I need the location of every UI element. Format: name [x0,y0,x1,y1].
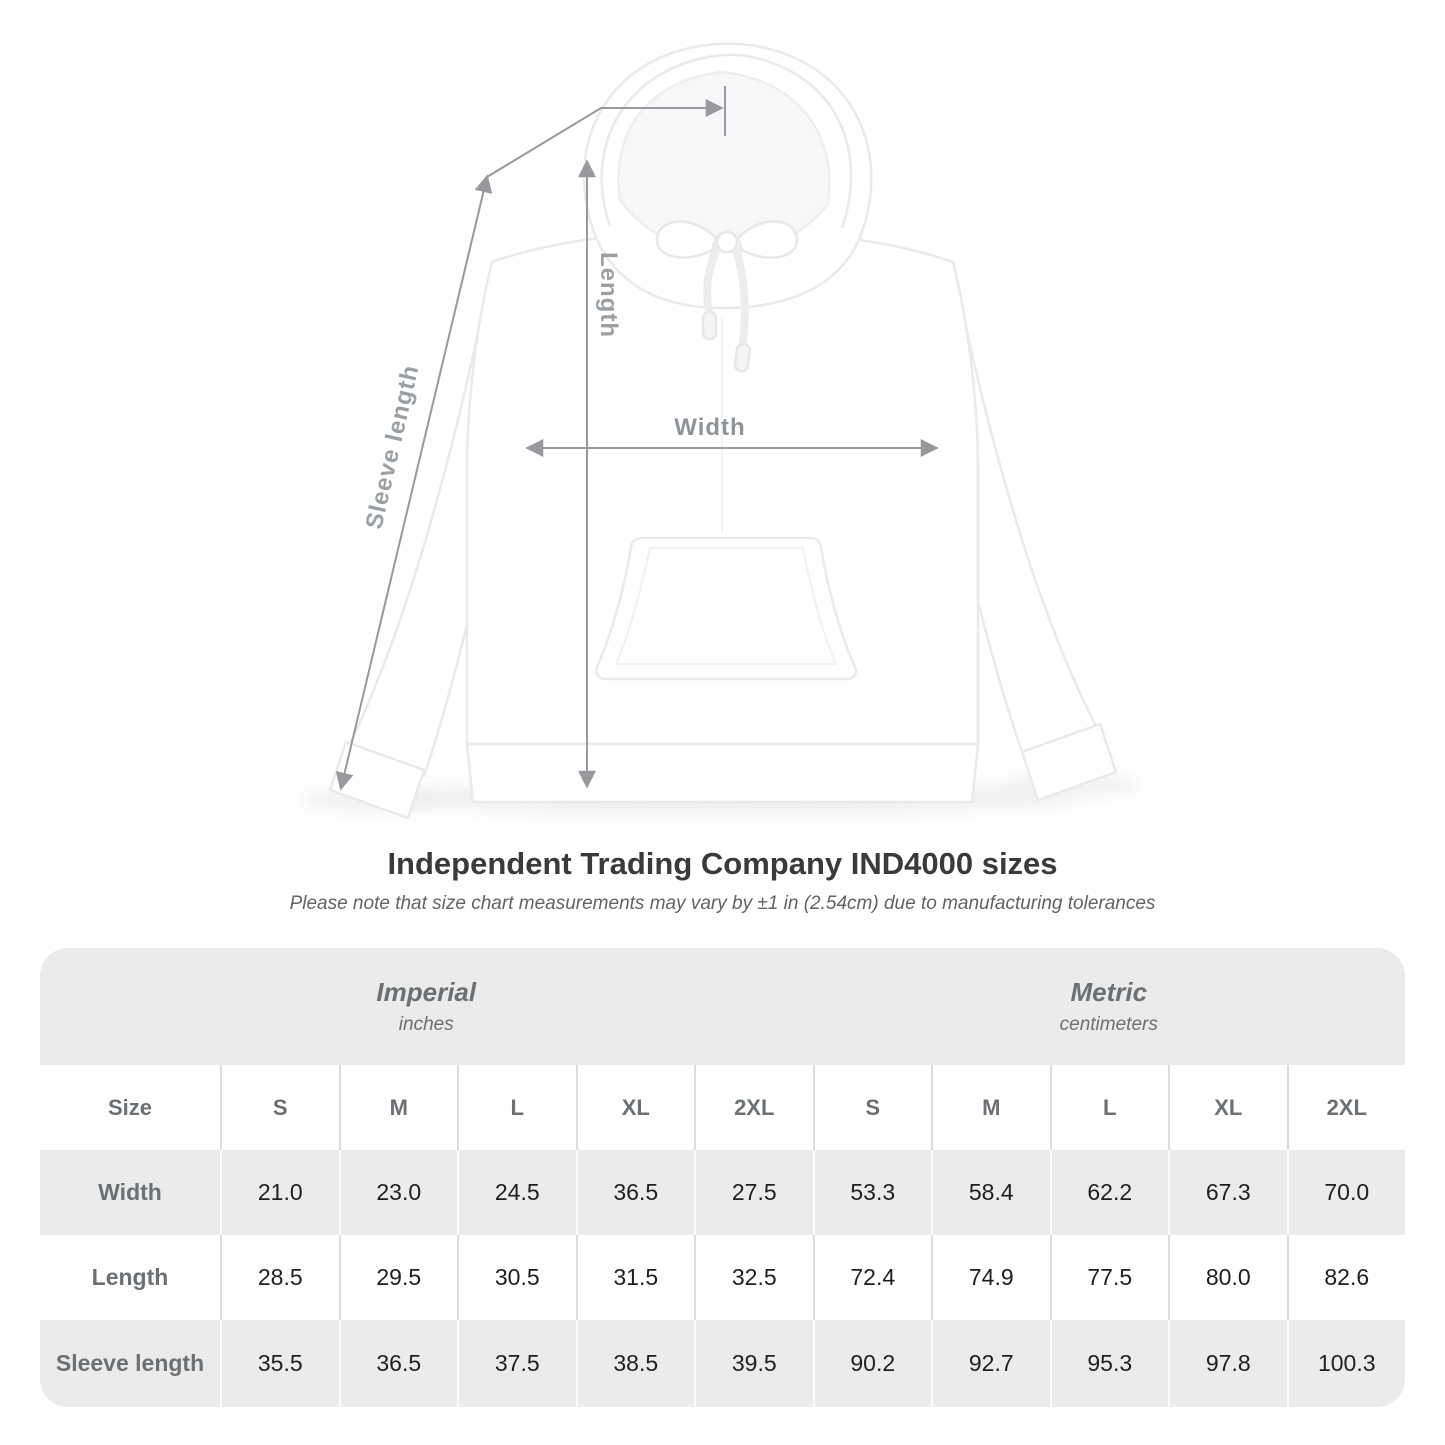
table-value: 90.2 [813,1320,932,1407]
metric-title: Metric [1070,977,1148,1007]
table-row-length [40,1235,1405,1320]
size-header-row [40,1065,1405,1150]
size-col-header: M [339,1065,458,1150]
size-col-header: XL [576,1065,695,1150]
table-value: 28.5 [220,1235,339,1320]
table-value: 39.5 [694,1320,813,1407]
table-value: 92.7 [931,1320,1050,1407]
row-label: Length [91,1264,169,1290]
size-col-header: M [931,1065,1050,1150]
table-value: 72.4 [813,1235,932,1320]
size-table [40,948,1405,1407]
table-value: 80.0 [1168,1235,1287,1320]
table-value: 36.5 [576,1150,695,1235]
row-label: Width [98,1179,162,1205]
metric-unit: centimeters [1059,1014,1158,1035]
table-value: 21.0 [220,1150,339,1235]
table-row-width [40,1150,1405,1235]
table-value: 74.9 [931,1235,1050,1320]
table-row-sleeve-length [40,1320,1405,1407]
row-label: Sleeve length [55,1350,205,1376]
tolerance-note: Please note that size chart measurements may vary by ±1 in (2.54cm) due to manufacturing tolerances [289,893,1156,914]
table-value: 77.5 [1050,1235,1169,1320]
table-value: 95.3 [1050,1320,1169,1407]
table-value: 24.5 [457,1150,576,1235]
imperial-header [40,948,813,1065]
table-value: 35.5 [220,1320,339,1407]
length-measure-label: Length [595,252,622,338]
imperial-unit: inches [398,1014,454,1035]
table-value: 37.5 [457,1320,576,1407]
table-value: 31.5 [576,1235,695,1320]
size-col-header: L [457,1065,576,1150]
metric-header [813,948,1406,1065]
size-header-cell: Size [107,1094,153,1120]
table-value: 27.5 [694,1150,813,1235]
size-col-header: S [220,1065,339,1150]
table-value: 82.6 [1287,1235,1406,1320]
unit-header-band [40,948,1405,1065]
table-value: 32.5 [694,1235,813,1320]
table-value: 30.5 [457,1235,576,1320]
table-value: 29.5 [339,1235,458,1320]
size-col-header: 2XL [1287,1065,1406,1150]
size-col-header: L [1050,1065,1169,1150]
table-value: 36.5 [339,1320,458,1407]
table-value: 100.3 [1287,1320,1406,1407]
sleeve-measure-label: Sleeve length [360,362,425,532]
table-value: 23.0 [339,1150,458,1235]
table-value: 67.3 [1168,1150,1287,1235]
size-col-header: S [813,1065,932,1150]
hem-band [467,744,978,802]
size-col-header: XL [1168,1065,1287,1150]
imperial-title: Imperial [376,977,477,1007]
width-measure-label: Width [674,414,746,441]
table-value: 62.2 [1050,1150,1169,1235]
table-value: 70.0 [1287,1150,1406,1235]
table-value: 97.8 [1168,1320,1287,1407]
size-col-header: 2XL [694,1065,813,1150]
table-value: 38.5 [576,1320,695,1407]
table-value: 58.4 [931,1150,1050,1235]
table-value: 53.3 [813,1150,932,1235]
page-title: Independent Trading Company IND4000 sizes [387,846,1058,881]
